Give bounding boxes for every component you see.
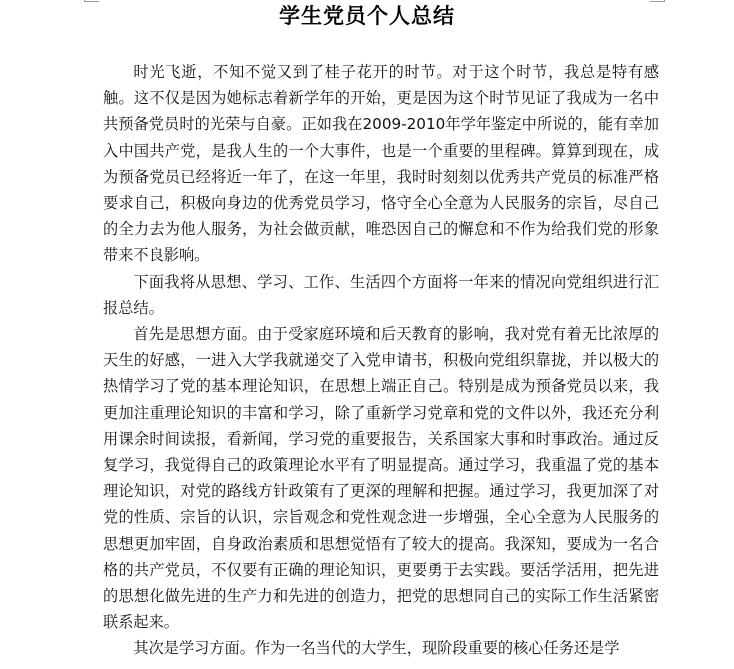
document-title: 学生党员个人总结 — [279, 4, 455, 28]
paragraph-intro: 时光飞逝，不知不觉又到了桂子花开的时节。对于这个时节，我总是特有感触。这不仅是因为她标志着新学年的开始，更是因为这个时节见证了我成为一名中共预备党员时的光荣与自豪。正如我在2009-2010年学年鉴定中所说的，能有幸加入中国共产党，是我人生的一个大事件，也是一个重要的里程碑。算算到现在，成为预备党员已经将近一年了，在这一年里，我时时刻刻以优秀共产党员的标准严格要求自己，积极向身边的优秀党员学习，恪守全心全意为人民服务的宗旨，尽自己的全力去为他人服务，为社会做贡献，唯恐因自己的懈怠和不作为给我们党的形象带来不良影响。 — [103, 63, 659, 265]
paragraph-thought: 首先是思想方面。由于受家庭环境和后天教育的影响，我对党有着无比浓厚的天生的好感，一进入大学我就递交了入党申请书，积极向党组织靠拢，并以极大的热情学习了党的基本理论知识，在思想上端正自己。特别是成为预备党员以来，我更加注重理论知识的丰富和学习，除了重新学习党章和党的文件以外，我还充分利用课余时间读报，看新闻，学习党的重要报告，关系国家大事和时事政治。通过反复学习，我觉得自己的政策理论水平有了明显提高。通过学习，我重温了党的基本理论知识，对党的路线方针政策有了更深的理解和把握。通过学习，我更加深了对党的性质、宗旨的认识，宗旨观念和党性观念进一步增强，全心全意为人民服务的思想更加牢固，自身政治素质和思想觉悟有了较大的提高。我深知，要成为一名合格的共产党员，不仅要有正确的理论知识，更要勇于去实践。要活学活用，把先进的思想化做先进的生产力和先进的创造力，把党的思想同自己的实际工作生活紧密联系起来。 — [103, 325, 659, 632]
document-body — [103, 59, 659, 662]
paragraph-study: 其次是学习方面。作为一名当代的大学生，现阶段重要的核心任务还是学 — [133, 639, 620, 658]
paragraph-overview: 下面我将从思想、学习、工作、生活四个方面将一年来的情况向党组织进行汇报总结。 — [103, 272, 659, 317]
